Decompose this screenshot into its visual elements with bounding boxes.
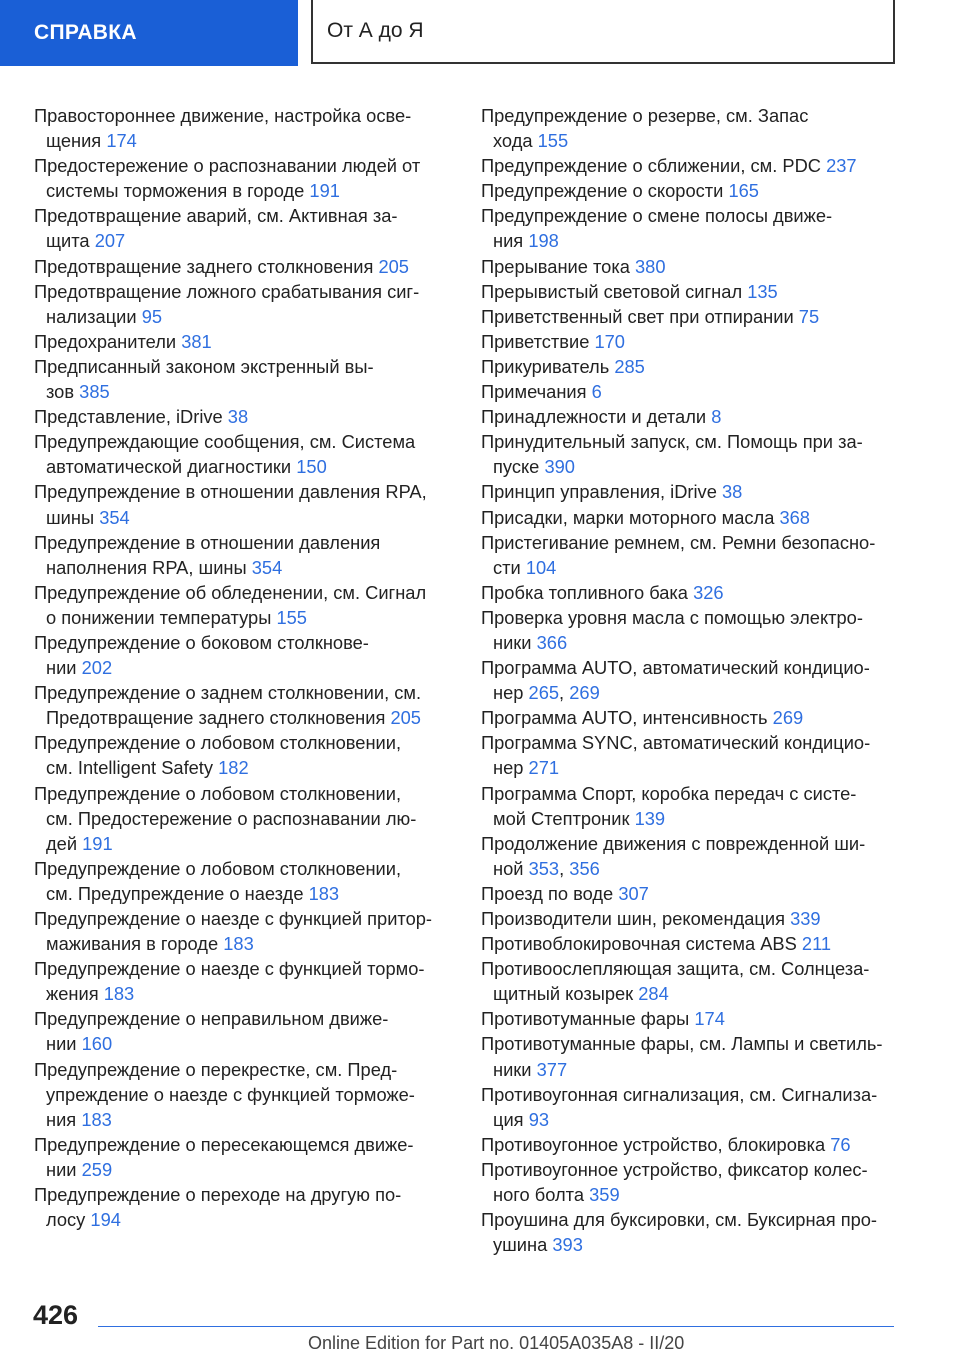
index-entry <box>34 730 454 780</box>
index-entry <box>34 630 454 680</box>
index-entry <box>481 1082 901 1132</box>
index-term: Принудительный запуск, см. Помощь при за- пуске <box>481 431 863 478</box>
index-term: Принадлежности и детали <box>481 406 707 428</box>
index-entry <box>481 153 901 178</box>
page-reference-link[interactable]: 182 <box>218 757 249 779</box>
index-term: Предупреждение о пересекающемся движе- нии <box>34 1133 414 1180</box>
index-term: Присадки, марки моторного масла <box>481 506 775 528</box>
index-entry <box>481 279 901 304</box>
index-entry <box>481 304 901 329</box>
index-term: Продолжение движения с поврежденной ши- ной <box>481 832 866 879</box>
page-reference-link[interactable]: 366 <box>536 631 568 653</box>
page-reference-link[interactable]: 183 <box>223 933 254 955</box>
page-reference-link[interactable]: 165 <box>728 180 759 202</box>
index-term: Предупреждение о заднем столкновении, см. Предотвращение заднего столкновения <box>34 682 422 729</box>
index-term: Производители шин, рекомендация <box>481 908 785 929</box>
section-tab <box>0 0 298 66</box>
index-term: Предотвращение заднего столкновения <box>34 255 374 277</box>
index-term: Предохранители <box>34 330 177 352</box>
index-entry <box>481 354 901 379</box>
index-entry: Программа AUTO, автоматический кондицио- нер 265, 269 <box>481 657 870 704</box>
page-reference-link[interactable]: 326 <box>693 581 724 603</box>
page-reference-link[interactable]: 307 <box>618 882 649 904</box>
index-term: Проверка уровня масла с помощью электро- ники <box>481 606 863 653</box>
index-entry <box>481 429 901 479</box>
page-reference-link[interactable]: 202 <box>81 657 113 679</box>
page-reference-link[interactable]: 356 <box>569 857 600 879</box>
index-term: Программа Спорт, коробка передач с систе- мой Стептроник <box>481 782 857 829</box>
index-entry <box>481 906 901 931</box>
index-entry <box>34 329 454 354</box>
index-term: Пробка топливного бака <box>481 581 688 603</box>
page-reference-link[interactable]: 174 <box>106 130 137 152</box>
page-reference-link[interactable]: 205 <box>390 707 421 729</box>
index-term: Предупреждение в отношении давления наполнения RPA, шины <box>34 531 381 578</box>
index-entry <box>481 956 901 1006</box>
index-term: Противотуманные фары <box>481 1008 690 1030</box>
index-term: Предписанный законом экстренный вы- зов <box>34 355 374 403</box>
index-entry <box>34 103 454 153</box>
index-term: Предупреждение о наезде с функцией тормо- жения <box>34 958 425 1005</box>
index-term: Программа AUTO, автоматический кондицио- нер <box>481 657 870 704</box>
index-entry <box>481 931 901 956</box>
index-term: Представление, iDrive <box>34 406 223 428</box>
page-reference-link[interactable]: 170 <box>594 330 625 352</box>
index-entry <box>481 881 901 906</box>
page-reference-link[interactable]: 76 <box>830 1133 851 1155</box>
index-term: Принцип управления, iDrive <box>481 481 717 503</box>
page-reference-link[interactable]: 381 <box>181 330 212 352</box>
index-term: Предостережение о распознавании людей от системы торможения в городе <box>34 155 421 202</box>
page-reference-link[interactable]: 207 <box>94 230 126 252</box>
index-term: Предупреждение о перекрестке, см. Пред- упреждение о наезде с функцией торможе- ния <box>34 1058 415 1130</box>
page-reference-link[interactable]: 104 <box>525 556 557 578</box>
index-entry <box>481 530 901 580</box>
index-entry <box>34 354 454 404</box>
page-reference-link[interactable]: 6 <box>591 381 602 403</box>
index-term: Противоослепляющая защита, см. Солнцеза- щитный козырек <box>481 958 870 1005</box>
page-reference-link[interactable]: 269 <box>569 682 600 704</box>
index-entry <box>481 705 901 730</box>
index-entry <box>34 1057 454 1132</box>
index-entry <box>481 103 901 153</box>
page-reference-link[interactable]: 393 <box>552 1234 583 1256</box>
index-entry <box>34 1006 454 1056</box>
index-entry <box>34 781 454 856</box>
index-term: Прикуриватель <box>481 355 610 377</box>
chapter-header <box>311 0 895 64</box>
page-reference-link[interactable]: 271 <box>528 757 560 779</box>
index-term: Предупреждение о резерве, см. Запас хода <box>481 105 809 152</box>
page-reference-link[interactable]: 191 <box>309 180 340 202</box>
index-entry <box>481 1031 901 1081</box>
page-reference-link[interactable]: 198 <box>528 230 559 252</box>
index-entry <box>34 279 454 329</box>
page-reference-link[interactable]: 390 <box>544 456 575 478</box>
page-reference-link[interactable]: 155 <box>537 130 569 152</box>
index-entry <box>481 1132 901 1157</box>
page-reference-link[interactable]: 385 <box>79 381 110 403</box>
index-term: Предупреждение об обледенении, см. Сигнал о понижении температуры <box>34 581 427 628</box>
index-entry <box>34 479 454 529</box>
page-reference-link[interactable]: 265 <box>528 682 560 704</box>
page-reference-link[interactable]: 135 <box>747 280 778 302</box>
index-column-left <box>34 103 454 1232</box>
index-entry <box>481 404 901 429</box>
index-term: Предупреждение о лобовом столкновении, см. Предостережение о распознавании лю- дей <box>34 782 417 854</box>
index-entry <box>481 580 901 605</box>
page-reference-link[interactable]: 191 <box>82 832 113 854</box>
page-reference-link[interactable]: 359 <box>589 1184 620 1206</box>
index-term: Предупреждение о лобовом столкновении, см. Intelligent Safety <box>34 732 402 779</box>
index-term: Предупреждение о смене полосы движе- ния <box>481 205 833 252</box>
footer-divider <box>98 1326 894 1327</box>
index-term: Предупреждение о переходе на другую по- лосу <box>34 1184 402 1231</box>
section-title: СПРАВКА <box>34 21 137 44</box>
page-number: 426 <box>33 1300 79 1330</box>
page-reference-link[interactable]: 95 <box>141 305 163 327</box>
index-entry <box>481 730 901 780</box>
page-reference-link[interactable]: 183 <box>308 882 340 904</box>
index-term: Предупреждение о неправильном движе- нии <box>34 1008 389 1055</box>
page-reference-link[interactable]: 160 <box>81 1033 113 1055</box>
index-term: Прерывание тока <box>481 255 630 277</box>
index-entry <box>34 429 454 479</box>
page-reference-link[interactable]: 38 <box>721 481 743 503</box>
index-term: Приветствие <box>481 330 590 352</box>
page-reference-link[interactable]: 259 <box>81 1158 113 1180</box>
page-reference-link[interactable]: 368 <box>779 506 810 528</box>
index-entry <box>34 530 454 580</box>
index-entry <box>34 580 454 630</box>
page-reference-link[interactable]: 284 <box>638 983 669 1005</box>
index-entry <box>481 781 901 831</box>
index-term: Противотуманные фары, см. Лампы и светиль- ники <box>481 1033 883 1080</box>
index-entry <box>481 1006 901 1031</box>
page-reference-link[interactable]: 194 <box>90 1209 121 1231</box>
index-entry <box>34 1132 454 1182</box>
index-term: Пристегивание ремнем, см. Ремни безопасно- сти <box>481 531 876 578</box>
index-term: Противоугонное устройство, фиксатор колес- ного болта <box>481 1158 868 1206</box>
index-term: Предупреждение о наезде с функцией притор- маживания в городе <box>34 908 432 955</box>
index-term: Предупреждение о боковом столкнове- нии <box>34 631 369 679</box>
chapter-title: От А до Я <box>327 19 424 42</box>
index-term: Правостороннее движение, настройка осве- щения <box>34 105 412 152</box>
index-entry <box>481 479 901 504</box>
index-term: Проушина для буксировки, см. Буксирная про- ушина <box>481 1209 878 1256</box>
index-entry <box>481 1157 901 1207</box>
page-reference-link[interactable]: 183 <box>81 1108 112 1130</box>
index-term: Предотвращение аварий, см. Активная за- щита <box>34 205 398 252</box>
page-reference-link[interactable]: 354 <box>251 556 283 578</box>
index-term: Приветственный свет при отпирании <box>481 305 794 327</box>
index-term: Предупреждение в отношении давления RPA, шины <box>34 481 427 528</box>
index-term: Противоугонное устройство, блокировка <box>481 1133 826 1155</box>
page-reference-link[interactable]: 155 <box>276 606 307 628</box>
index-column-right <box>481 103 901 1257</box>
index-term: Противоугонная сигнализация, см. Сигнализа- ция <box>481 1083 878 1130</box>
index-term: Программа SYNC, автоматический кондицио- нер <box>481 732 871 779</box>
page-reference-link[interactable]: 353 <box>528 857 560 879</box>
index-entry <box>34 906 454 956</box>
index-term: Предупреждение о лобовом столкновении, см. Предупреждение о наезде <box>34 857 402 904</box>
index-entry <box>34 254 454 279</box>
page-reference-link[interactable]: 8 <box>711 406 722 428</box>
index-entry <box>34 1182 454 1232</box>
index-entry <box>481 379 901 404</box>
page-reference-link[interactable]: 377 <box>536 1058 568 1080</box>
index-entry <box>481 505 901 530</box>
index-entry <box>34 404 454 429</box>
index-entry <box>34 680 454 730</box>
index-term: Предупреждение о скорости <box>481 180 724 202</box>
page-reference-link[interactable]: 139 <box>634 807 666 829</box>
index-term: Предупреждение о сближении, см. PDC <box>481 155 821 177</box>
index-entry: Продолжение движения с поврежденной ши- ной 353, 356 <box>481 832 866 879</box>
index-entry <box>34 856 454 906</box>
page-reference-link[interactable]: 380 <box>635 255 666 277</box>
index-term: Программа AUTO, интенсивность <box>481 707 768 729</box>
page-reference-link[interactable]: 93 <box>528 1108 550 1130</box>
index-term: Проезд по воде <box>481 882 614 904</box>
index-entry <box>34 153 454 203</box>
index-entry <box>481 254 901 279</box>
index-entry <box>481 178 901 203</box>
page-reference-link[interactable]: 38 <box>227 406 249 428</box>
index-entry <box>481 203 901 253</box>
page-reference-link[interactable]: 174 <box>694 1008 725 1030</box>
index-term: Предотвращение ложного срабатывания сиг- нализации <box>34 280 420 327</box>
index-entry <box>481 605 901 655</box>
index-term: Прерывистый световой сигнал <box>481 280 743 302</box>
index-term: Противоблокировочная система ABS <box>481 933 797 955</box>
index-entry <box>34 956 454 1006</box>
page-reference-link[interactable]: 183 <box>103 983 135 1005</box>
index-entry <box>481 329 901 354</box>
page-reference-link[interactable]: 205 <box>378 255 409 277</box>
page-reference-link[interactable]: 150 <box>296 456 327 478</box>
page-reference-link[interactable]: 285 <box>614 355 645 377</box>
index-term: Предупреждающие сообщения, см. Система автоматической диагностики <box>34 431 416 478</box>
index-term: Примечания <box>481 381 587 403</box>
page-reference-link[interactable]: 269 <box>772 707 804 729</box>
index-entry <box>481 1207 901 1257</box>
page-reference-link[interactable]: 75 <box>798 305 820 327</box>
page-reference-link[interactable]: 339 <box>790 908 821 929</box>
page-reference-link[interactable]: 211 <box>801 933 832 955</box>
page-reference-link[interactable]: 237 <box>826 155 857 177</box>
page-reference-link[interactable]: 354 <box>99 506 130 528</box>
index-entry <box>34 203 454 253</box>
edition-note: Online Edition for Part no. 01405A035A8 - II/20 <box>308 1333 685 1353</box>
